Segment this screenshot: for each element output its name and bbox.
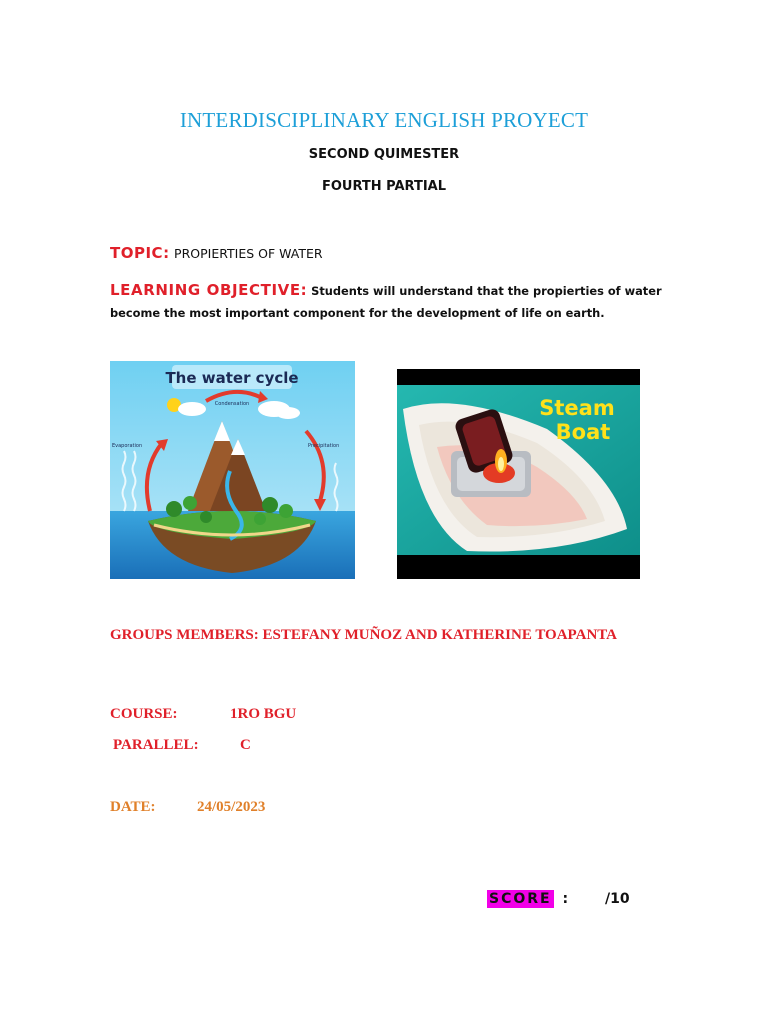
subtitle-partial: FOURTH PARTIAL [321, 179, 447, 194]
learning-objective [110, 279, 670, 324]
parallel-value: C [240, 737, 251, 753]
topic-line [110, 244, 670, 263]
course-value: 1RO BGU [230, 706, 297, 722]
score-label: SCORE [489, 891, 552, 907]
course-label: COURSE: [110, 706, 178, 722]
parallel-line [113, 737, 251, 754]
group-members [110, 624, 670, 646]
evaporation-label: Evaporation [112, 443, 143, 449]
score-total: /10 [605, 891, 630, 907]
topic-label: TOPIC: [110, 244, 170, 262]
score-line [487, 891, 630, 907]
date-line [110, 799, 266, 816]
objective-text: Students will understand that the propierties of water become the most important component for the development of life on earth. [110, 284, 662, 320]
steam-boat-title-line2: Boat [555, 420, 611, 444]
members-value: ESTEFANY MUÑOZ AND KATHERINE TOAPANTA [262, 627, 618, 643]
subtitle-quimester: SECOND QUIMESTER [308, 147, 460, 162]
date-label: DATE: [110, 799, 156, 815]
water-cycle-image [110, 361, 355, 579]
steam-boat-image [397, 369, 640, 579]
precipitation-label: Precipitation [308, 443, 340, 449]
members-label: GROUPS MEMBERS: [110, 627, 259, 643]
steam-boat-title-line1: Steam [539, 396, 615, 420]
score-separator: : [562, 891, 569, 907]
course-line [110, 706, 297, 723]
water-cycle-title: The water cycle [165, 369, 299, 387]
objective-label: LEARNING OBJECTIVE: [110, 281, 308, 299]
date-value: 24/05/2023 [197, 799, 266, 815]
parallel-label: PARALLEL: [113, 737, 199, 753]
topic-value: PROPIERTIES OF WATER [174, 246, 323, 261]
condensation-label: Condensation [214, 401, 250, 407]
document-title: INTERDISCIPLINARY ENGLISH PROYECT [179, 108, 589, 132]
